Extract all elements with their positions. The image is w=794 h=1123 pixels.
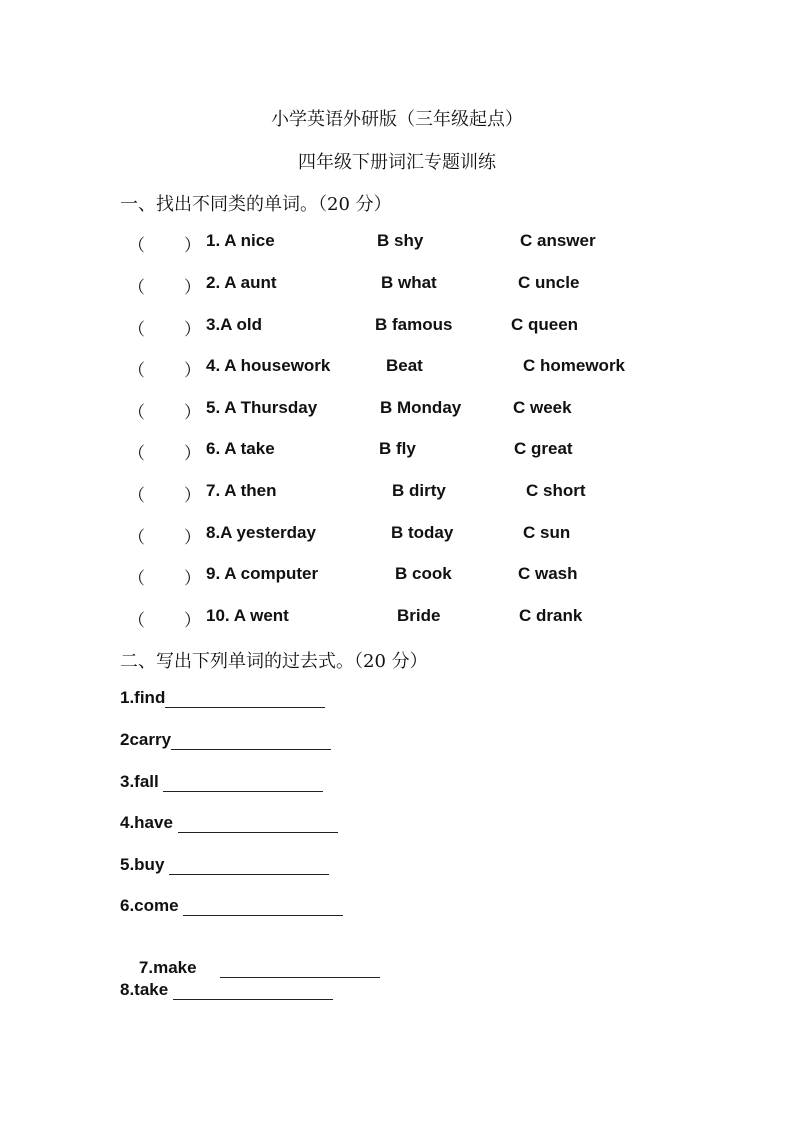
option-c: C answer [520,231,596,250]
option-a: 1. A nice [206,231,275,250]
answer-paren-close: ） [184,611,201,630]
question-row [0,315,794,341]
answer-paren-close: ） [184,236,201,255]
option-a: 5. A Thursday [206,398,318,417]
answer-paren-open: （ [128,278,145,297]
question-row [0,273,794,299]
section-1-heading: 一、找出不同类的单词。（20 分） [120,194,392,215]
answer-blank[interactable] [183,897,343,916]
question-row [0,481,794,507]
fill-item [120,688,325,708]
question-row [0,231,794,257]
answer-paren-open: （ [128,569,145,588]
fill-item-label: 7.make [138,958,221,977]
option-b: B cook [395,564,452,583]
option-c: C queen [511,315,579,334]
answer-paren-open: （ [128,444,145,463]
option-b: B famous [375,315,453,334]
fill-item [120,813,338,833]
option-c: C sun [523,523,571,542]
option-c: C short [526,481,586,500]
option-c: C great [514,439,573,458]
fill-item-label: 4.have [120,813,178,832]
page-subtitle: 四年级下册词汇专题训练 [298,152,496,173]
fill-item-label: 8.take [120,980,173,999]
option-c: C week [513,398,572,417]
option-c: C uncle [518,273,580,292]
fill-item-label: 6.come [120,896,184,915]
section-2-heading: 二、写出下列单词的过去式。（20 分） [120,651,428,672]
answer-blank[interactable] [163,773,323,792]
answer-paren-open: （ [128,528,145,547]
option-a: 10. A went [206,606,289,625]
option-b: Beat [386,356,423,375]
question-row [0,523,794,549]
fill-item [120,772,323,792]
option-c: C wash [518,564,578,583]
answer-blank[interactable] [169,856,329,875]
question-row [0,398,794,424]
answer-paren-open: （ [128,236,145,255]
answer-paren-close: ） [184,528,201,547]
fill-item-label: 1.find [120,688,166,707]
option-a: 7. A then [206,481,277,500]
page-title: 小学英语外研版（三年级起点） [271,109,523,130]
fill-item-label: 2carry [120,730,172,749]
fill-item [120,855,329,875]
answer-blank[interactable] [220,959,380,978]
answer-paren-open: （ [128,361,145,380]
answer-paren-open: （ [128,403,145,422]
option-b: B shy [377,231,424,250]
option-b: Bride [397,606,441,625]
option-a: 6. A take [206,439,275,458]
fill-item [120,730,331,750]
answer-paren-close: ） [184,486,201,505]
question-row [0,564,794,590]
option-a: 3.A old [206,315,263,334]
answer-blank[interactable] [178,814,338,833]
fill-item-label: 5.buy [120,855,170,874]
option-c: C homework [523,356,626,375]
question-row [0,606,794,632]
answer-paren-close: ） [184,444,201,463]
option-a: 2. A aunt [206,273,277,292]
answer-blank[interactable] [171,731,331,750]
question-row [0,439,794,465]
option-b: B today [391,523,454,542]
option-c: C drank [519,606,583,625]
answer-paren-close: ） [184,361,201,380]
option-a: 4. A housework [206,356,331,375]
option-b: B what [381,273,437,292]
fill-item [120,980,333,1000]
answer-paren-close: ） [184,569,201,588]
answer-paren-close: ） [184,278,201,297]
answer-paren-close: ） [184,320,201,339]
option-a: 9. A computer [206,564,319,583]
fill-item [120,896,343,916]
answer-paren-open: （ [128,320,145,339]
answer-paren-open: （ [128,486,145,505]
answer-blank[interactable] [165,689,325,708]
option-a: 8.A yesterday [206,523,316,542]
answer-blank[interactable] [173,981,333,1000]
option-b: B Monday [380,398,462,417]
answer-paren-open: （ [128,611,145,630]
option-b: B fly [379,439,416,458]
answer-paren-close: ） [184,403,201,422]
fill-item-label: 3.fall [120,772,164,791]
option-b: B dirty [392,481,446,500]
question-row [0,356,794,382]
